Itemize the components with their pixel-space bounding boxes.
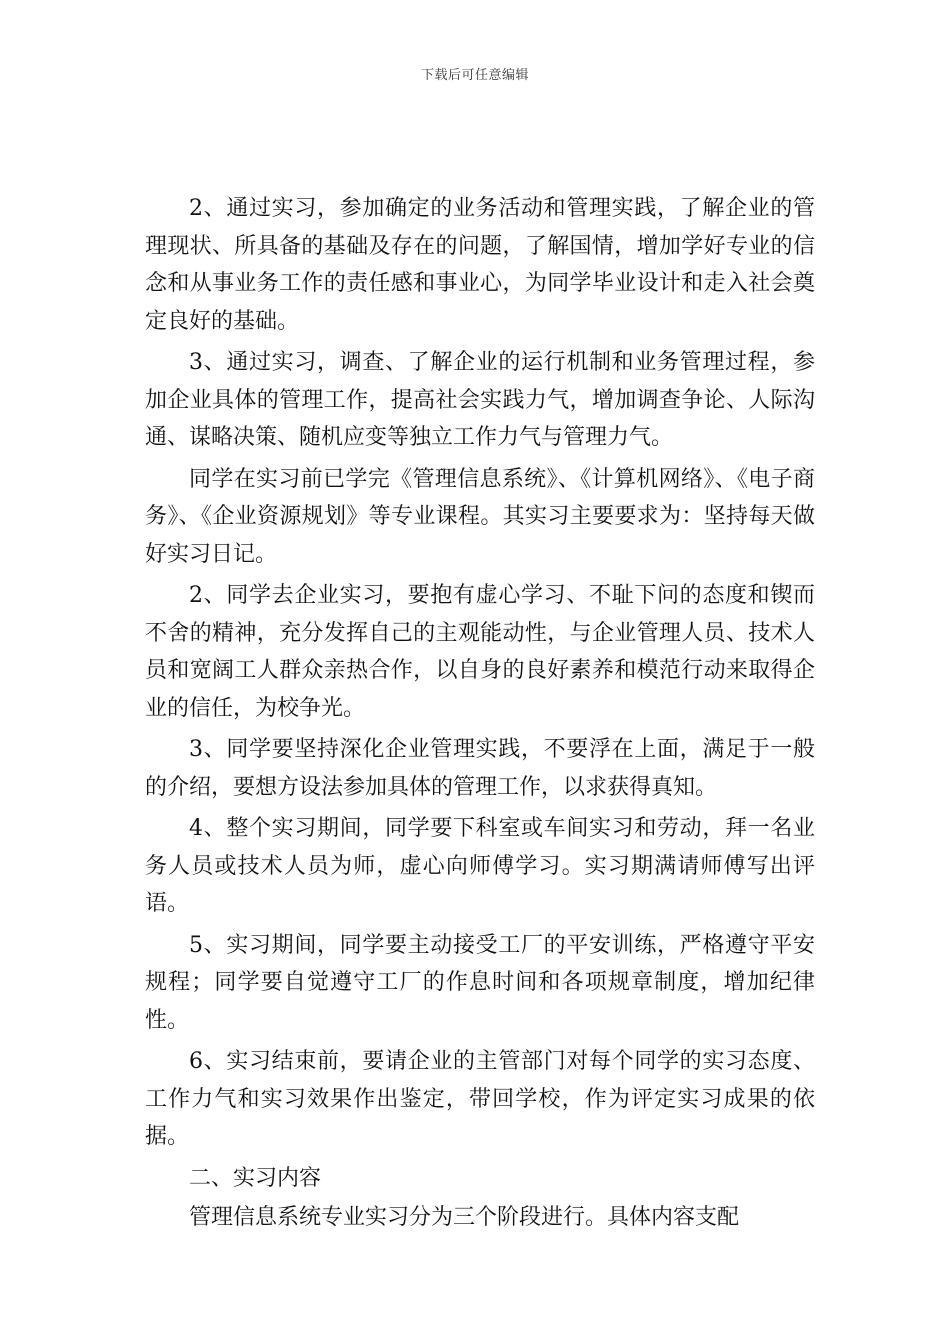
- section-heading-content: 二、实习内容: [189, 1165, 322, 1191]
- paragraph-requirement-3: 3、同学要坚持深化企业管理实践，不要浮在上面，满足于一般的介绍，要想方设法参加具体的管理工作，以求获得真知。: [145, 737, 815, 800]
- paragraph-requirements-intro: 同学在实习前已学完《管理信息系统》、《计算机网络》、《电子商务》、《企业资源规划》等专业课程。其实习主要要求为：坚持每天做好实习日记。: [145, 466, 815, 567]
- document-body: [145, 190, 815, 1241]
- paragraph-requirement-4: 4、整个实习期间，同学要下科室或车间实习和劳动，拜一名业务人员或技术人员为师，虚心向师傅学习。实习期满请师傅写出评语。: [145, 816, 815, 916]
- paragraph-requirement-6: 6、实习结束前，要请企业的主管部门对每个同学的实习态度、工作力气和实习效果作出鉴定，带回学校，作为评定实习成果的依据。: [145, 1049, 815, 1149]
- paragraph-requirement-5: 5、实习期间，同学要主动接受工厂的平安训练，严格遵守平安规程；同学要自觉遵守工厂的作息时间和各项规章制度，增加纪律性。: [145, 932, 815, 1033]
- paragraph-requirement-2: 2、同学去企业实习，要抱有虚心学习、不耻下问的态度和锲而不舍的精神，充分发挥自己的主观能动性，与企业管理人员、技术人员和宽阔工人群众亲热合作，以自身的良好素养和模范行动来取得企业的信任，为校争光。: [145, 583, 815, 721]
- header-note: 下载后可任意编辑: [420, 68, 529, 83]
- paragraph-purpose-3: 3、通过实习，调查、了解企业的运行机制和业务管理过程，参加企业具体的管理工作，提高社会实践力气，增加调查争论、人际沟通、谋略决策、随机应变等独立工作力气与管理力气。: [145, 350, 815, 450]
- paragraph-content-intro: 管理信息系统专业实习分为三个阶段进行。具体内容支配: [189, 1205, 740, 1230]
- paragraph-purpose-2: 2、通过实习，参加确定的业务活动和管理实践，了解企业的管理现状、所具备的基础及存在的问题，了解国情，增加学好专业的信念和从事业务工作的责任感和事业心，为同学毕业设计和走入社会奠定良好的基础。: [145, 196, 815, 334]
